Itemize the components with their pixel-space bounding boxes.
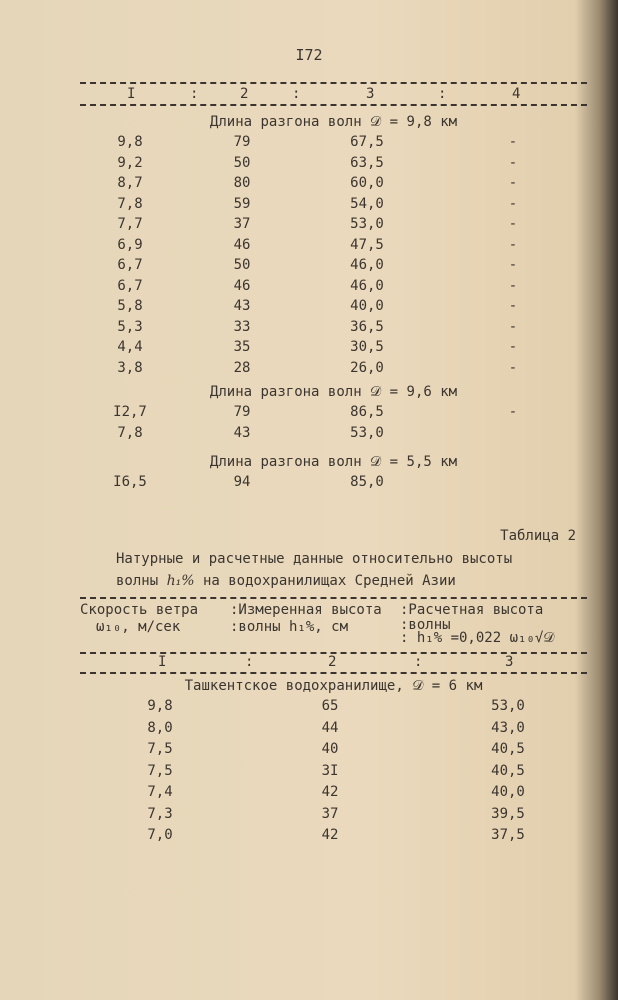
table-row — [80, 827, 587, 848]
table-cell: - — [508, 154, 518, 171]
table-cell: - — [508, 134, 518, 150]
col-num: 3 — [505, 654, 514, 670]
table-row — [80, 698, 587, 719]
table-cell: I6,5 — [113, 474, 147, 490]
table-cell: 53,0 — [491, 698, 525, 714]
header-col1 — [80, 602, 198, 636]
header-text: :волны — [400, 617, 451, 633]
table-cell: 9,2 — [117, 154, 143, 171]
table-cell: 26,0 — [350, 359, 384, 376]
table-cell: 53,0 — [350, 216, 384, 232]
table-cell: 28 — [233, 359, 251, 376]
table-row — [80, 278, 587, 298]
table-cell: 43 — [233, 298, 251, 314]
table-cell: 40,5 — [491, 762, 525, 779]
table-cell: 8,7 — [117, 175, 143, 191]
table-cell: 9,8 — [147, 698, 173, 714]
table-cell: 39,5 — [491, 805, 525, 822]
table-row — [80, 319, 587, 339]
table-row — [80, 216, 587, 236]
table-row — [80, 175, 587, 195]
table-cell: 46 — [233, 277, 251, 294]
table-row — [80, 339, 587, 359]
col-sep: : — [414, 654, 423, 670]
header-text: :волны h₁%, см — [230, 619, 349, 635]
table-cell: 7,7 — [117, 216, 143, 232]
col-num: I — [158, 654, 167, 670]
table-cell: 36,5 — [350, 318, 384, 335]
col-sep: : — [245, 654, 254, 670]
table-row — [80, 257, 587, 277]
table-cell: 37 — [321, 805, 339, 822]
table2-section-title: Ташкентское водохранилище, 𝒟 = 6 км — [184, 678, 483, 694]
header-col3 — [400, 602, 554, 645]
table-cell: 60,0 — [350, 175, 384, 191]
table1-top-rule — [80, 82, 587, 84]
table-cell: 33 — [233, 318, 251, 335]
table-row — [80, 155, 587, 175]
table-row — [80, 298, 587, 318]
table-cell: - — [508, 175, 518, 191]
table-cell: 85,0 — [350, 474, 384, 490]
table2-label: Таблица 2 — [500, 528, 576, 544]
table-cell: - — [508, 216, 518, 232]
table-cell: 30,5 — [350, 339, 384, 355]
table-cell: 7,8 — [117, 424, 143, 441]
table2-column-numbers — [80, 654, 587, 674]
table-cell: 46,0 — [350, 277, 384, 294]
table-cell: 46,0 — [350, 257, 384, 273]
page-number: I72 — [295, 46, 323, 64]
table-row — [80, 196, 587, 216]
table-cell: 35 — [233, 339, 251, 355]
table-cell: 7,5 — [147, 741, 173, 757]
table-row — [80, 360, 587, 380]
table-cell: - — [508, 318, 518, 335]
table-row — [80, 784, 587, 805]
table-cell: - — [508, 298, 518, 314]
table-cell: 50 — [233, 257, 251, 273]
table-cell: 4,4 — [117, 339, 143, 355]
table-cell: 37,5 — [491, 827, 525, 843]
table-cell: 6,9 — [117, 236, 143, 253]
table2-header — [80, 602, 587, 652]
table-cell: 5,8 — [117, 298, 143, 314]
table-cell: 6,7 — [117, 257, 143, 273]
title-text: волны — [116, 573, 159, 589]
table2-title-line1: Натурные и расчетные данные относительно высоты — [116, 551, 513, 567]
table-cell: 9,8 — [117, 134, 143, 150]
table-cell: 54,0 — [350, 195, 384, 212]
table-row — [80, 404, 587, 424]
table-cell: - — [508, 257, 518, 273]
table-cell: 80 — [233, 175, 251, 191]
table-cell: 40,0 — [491, 784, 525, 800]
table-cell: 7,8 — [117, 195, 143, 212]
header-text: :Расчетная высота — [400, 602, 544, 618]
table-row — [80, 425, 587, 445]
col-sep: : — [438, 86, 447, 102]
col-sep: : — [292, 86, 301, 102]
col-num: 2 — [328, 654, 337, 670]
header-text: ω₁₀, м/сек — [96, 619, 181, 635]
table-cell: 40,5 — [491, 741, 525, 757]
table-cell: 8,0 — [147, 719, 173, 736]
table-cell: 59 — [233, 195, 251, 212]
table-row — [80, 134, 587, 154]
table-cell: 65 — [321, 698, 339, 714]
table-cell: 7,5 — [147, 762, 173, 779]
table-row — [80, 741, 587, 762]
col-num: 3 — [366, 86, 375, 102]
table-cell: - — [508, 195, 518, 212]
table-cell: 7,3 — [147, 805, 173, 822]
table-cell: 53,0 — [350, 424, 384, 441]
table-cell: 50 — [233, 154, 251, 171]
table-cell: 3,8 — [117, 359, 143, 376]
table-row — [80, 763, 587, 784]
table-cell: 47,5 — [350, 236, 384, 253]
table-cell: 79 — [233, 134, 251, 150]
table-cell: I2,7 — [113, 404, 147, 420]
table-cell: 40,0 — [350, 298, 384, 314]
table2-title-line2 — [116, 570, 556, 592]
col-num: I — [127, 86, 136, 102]
title-text: на водохранилищах Средней Азии — [202, 573, 456, 589]
table-cell: 94 — [233, 474, 251, 490]
section-title: Длина разгона волн 𝒟 = 5,5 км — [209, 454, 458, 470]
table-cell: 42 — [321, 827, 339, 843]
table-cell: - — [508, 404, 518, 420]
table-cell: - — [508, 339, 518, 355]
table-cell: - — [508, 277, 518, 294]
header-col2 — [230, 602, 382, 636]
table-cell: - — [508, 359, 518, 376]
table-row — [80, 720, 587, 741]
table-cell: - — [508, 236, 518, 253]
table-cell: 7,0 — [147, 827, 173, 843]
header-text: :Измеренная высота — [230, 602, 382, 618]
table-row — [80, 474, 587, 494]
table-cell: 43 — [233, 424, 251, 441]
col-sep: : — [190, 86, 199, 102]
header-text: Скорость ветра — [80, 602, 199, 618]
wave-height-symbol: h₁% — [166, 573, 195, 589]
table-cell: 37 — [233, 216, 251, 232]
table-cell: 44 — [321, 719, 339, 736]
header-text: : h₁% =0,022 ω₁₀√𝒟 — [400, 630, 555, 646]
table1-header-rule — [80, 104, 587, 106]
table-cell: 5,3 — [117, 318, 143, 335]
table-row — [80, 806, 587, 827]
table2-title — [116, 548, 556, 592]
table-cell: 79 — [233, 404, 251, 420]
col-num: 2 — [240, 86, 249, 102]
table1-column-numbers — [80, 86, 587, 106]
section-title: Длина разгона волн 𝒟 = 9,8 км — [209, 114, 458, 130]
table-cell: 46 — [233, 236, 251, 253]
table-cell: 43,0 — [491, 719, 525, 736]
table-cell: 3I — [321, 762, 339, 779]
table-cell: 86,5 — [350, 404, 384, 420]
table2-col-rule — [80, 672, 587, 674]
table-cell: 7,4 — [147, 784, 173, 800]
table-cell: 40 — [321, 741, 339, 757]
col-num: 4 — [512, 86, 521, 102]
table-cell: 6,7 — [117, 277, 143, 294]
table-cell: 67,5 — [350, 134, 384, 150]
table-cell: 42 — [321, 784, 339, 800]
table2-top-rule — [80, 597, 587, 599]
table-cell: 63,5 — [350, 154, 384, 171]
section-title: Длина разгона волн 𝒟 = 9,6 км — [209, 384, 458, 400]
table-row — [80, 237, 587, 257]
